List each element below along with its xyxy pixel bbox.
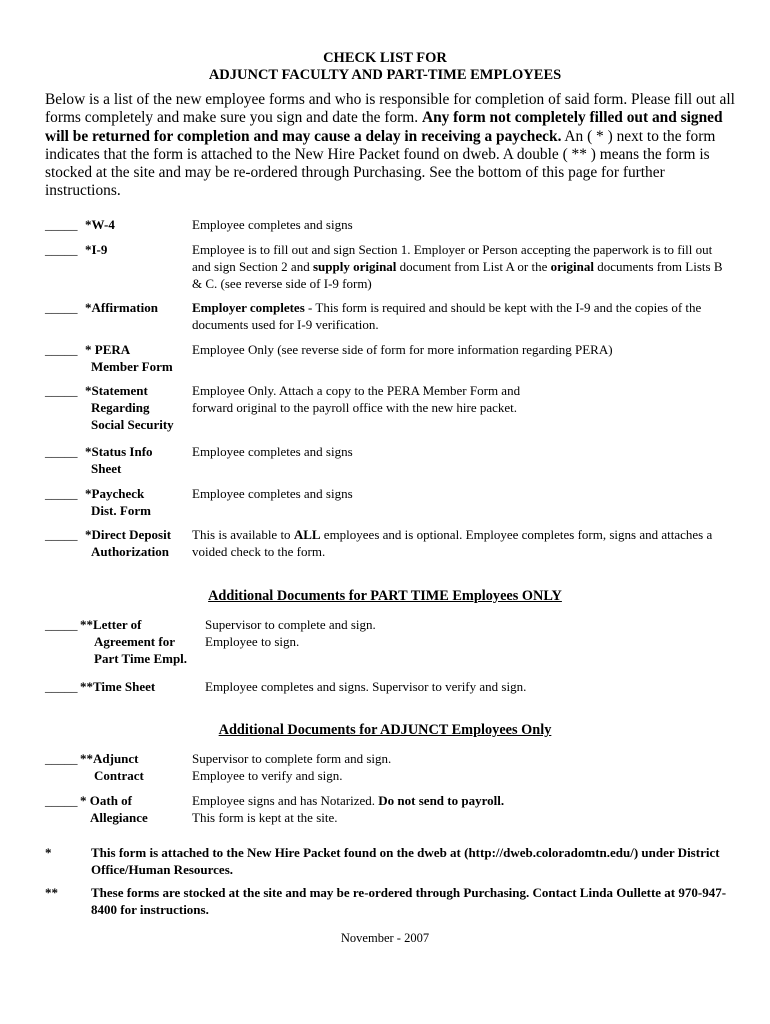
checkbox-blank[interactable]: _____ <box>45 217 78 232</box>
form-description: Employee is to fill out and sign Section 1. Employer or Person accepting the paperwork is to fill out and sign Section 2 and supply original document from List A or the original documents from Lists B & C. (see reverse side of I-9 form) <box>192 242 723 291</box>
form-label: *I-9 <box>85 242 108 257</box>
page-title-line-1: CHECK LIST FOR <box>323 50 447 66</box>
part-time-heading: Additional Documents for PART TIME Employees ONLY <box>208 588 562 604</box>
intro-paragraph <box>45 91 735 201</box>
checkbox-blank[interactable]: _____ <box>45 486 78 501</box>
checkbox-blank[interactable]: _____ <box>45 383 78 398</box>
form-description: Supervisor to complete form and sign. Employee to verify and sign. <box>192 751 392 783</box>
form-label: **Letter of Agreement for Part Time Empl. <box>80 617 188 666</box>
form-label: * PERA Member Form <box>85 342 173 374</box>
checkbox-blank[interactable]: _____ <box>45 300 78 315</box>
form-description: Employee signs and has Notarized. Do not send to payroll. This form is kept at the site. <box>192 793 505 825</box>
form-description: Employee completes and signs. Supervisor to verify and sign. <box>205 679 527 694</box>
checkbox-blank[interactable]: _____ <box>45 751 78 766</box>
form-label: **Time Sheet <box>80 679 156 694</box>
footnote-text: This form is attached to the New Hire Packet found on the dweb at (http://dweb.coloradomtn.edu/) under District Office/Human Resources. <box>91 845 720 877</box>
form-description: Employee Only. Attach a copy to the PERA Member Form and forward original to the payroll office with the new hire packet. <box>192 383 521 415</box>
checkbox-blank[interactable]: _____ <box>45 342 78 357</box>
form-label: *Direct Deposit Authorization <box>85 527 172 559</box>
footnote-text: These forms are stocked at the site and may be re-ordered through Purchasing. Contact Linda Oullette at 970-947-8400 for instructions. <box>91 885 727 917</box>
form-label: *Statement Regarding Social Security <box>85 383 174 432</box>
form-label: *Affirmation <box>85 300 158 315</box>
intro-text-b: An ( * ) next to the form indicates that the form is attached to the New Hire Packet found on dweb. A double ( ** ) means the form is stocked at the site and may be re-ordered through Purchasing. See the bottom of this page for further instructions. <box>45 127 716 200</box>
form-description: Employer completes - This form is required and should be kept with the I-9 and the copies of the documents used for I-9 verification. <box>192 300 702 332</box>
checkbox-blank[interactable]: _____ <box>45 444 78 459</box>
footnote-single-asterisk <box>0 845 770 879</box>
form-description: This is available to ALL employees and is optional. Employee completes form, signs and attaches a voided check to the form. <box>192 527 713 559</box>
checkbox-blank[interactable]: _____ <box>45 679 78 694</box>
form-label: *W-4 <box>85 217 115 232</box>
footnote-marker: * <box>45 845 52 860</box>
checkbox-blank[interactable]: _____ <box>45 242 78 257</box>
form-label: *Paycheck Dist. Form <box>85 486 151 518</box>
intro-text-a: Below is a list of the new employee forms and who is responsible for completion of said form. Please fill out all forms completely and make sure you sign and date the form. <box>45 91 735 127</box>
form-label: * Oath of Allegiance <box>80 793 148 825</box>
footer-date: November - 2007 <box>340 931 430 945</box>
checkbox-blank[interactable]: _____ <box>45 793 78 808</box>
form-label: **Adjunct Contract <box>80 751 144 783</box>
form-description: Employee completes and signs <box>192 444 353 459</box>
footnote-marker: ** <box>45 885 58 900</box>
page-title-line-2: ADJUNCT FACULTY AND PART-TIME EMPLOYEES <box>208 67 562 83</box>
form-description: Employee completes and signs <box>192 486 353 501</box>
adjunct-heading: Additional Documents for ADJUNCT Employees Only <box>218 722 552 738</box>
checkbox-blank[interactable]: _____ <box>45 617 78 632</box>
form-description: Employee Only (see reverse side of form for more information regarding PERA) <box>192 342 613 357</box>
form-label: *Status Info Sheet <box>85 444 153 476</box>
intro-bold-warning: Any form not completely filled out and signed will be returned for completion and may cause a delay in receiving a paycheck. <box>45 109 723 145</box>
form-description: Supervisor to complete and sign. Employee to sign. <box>205 617 376 649</box>
checkbox-blank[interactable]: _____ <box>45 527 78 542</box>
footnote-double-asterisk <box>0 885 770 919</box>
form-description: Employee completes and signs <box>192 217 353 232</box>
